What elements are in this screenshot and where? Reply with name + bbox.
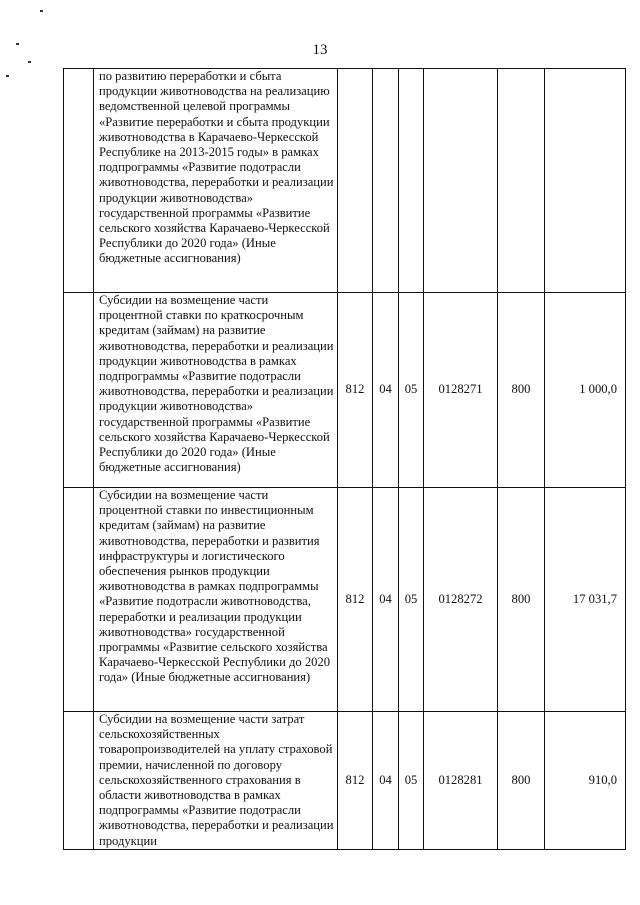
scan-speck xyxy=(40,10,43,12)
target-article-cell: 0128272 xyxy=(424,488,498,712)
expense-type-cell: 800 xyxy=(498,712,545,850)
table-row xyxy=(64,69,626,293)
table-row xyxy=(64,488,626,712)
ministry-code-cell: 812 xyxy=(338,293,373,488)
blank-cell xyxy=(64,293,94,488)
amount-cell xyxy=(545,69,626,293)
page-number: 13 xyxy=(312,42,328,58)
table-row xyxy=(64,712,626,850)
target-article-cell xyxy=(424,69,498,293)
expense-type-cell: 800 xyxy=(498,488,545,712)
blank-cell xyxy=(64,712,94,850)
subsection-code-cell: 05 xyxy=(399,293,424,488)
blank-cell xyxy=(64,488,94,712)
section-code-cell: 04 xyxy=(373,488,399,712)
ministry-code-cell: 812 xyxy=(338,712,373,850)
subsection-code-cell: 05 xyxy=(399,712,424,850)
expense-type-cell: 800 xyxy=(498,293,545,488)
amount-cell: 17 031,7 xyxy=(545,488,626,712)
table-row xyxy=(64,293,626,488)
scan-speck xyxy=(6,75,9,77)
budget-allocation-table xyxy=(63,68,626,850)
blank-cell xyxy=(64,69,94,293)
scan-speck xyxy=(16,43,19,45)
expense-name-cell: по развитию переработки и сбыта продукции животноводства на реализацию ведомственной целевой программы «Развитие переработки и сбыта продукции животноводства в Карачаево-Черкесской Республике на 2013-2015 годы» в рамках подпрограммы «Развитие подотрасли животноводства, переработки и реализации продукции животноводства» государственной программы «Развитие сельского хозяйства Карачаево-Черкесской Республики до 2020 года» (Иные бюджетные ассигнования) xyxy=(94,69,338,293)
table-body xyxy=(64,69,626,850)
ministry-code-cell: 812 xyxy=(338,488,373,712)
subsection-code-cell: 05 xyxy=(399,488,424,712)
expense-type-cell xyxy=(498,69,545,293)
target-article-cell: 0128281 xyxy=(424,712,498,850)
amount-cell: 1 000,0 xyxy=(545,293,626,488)
section-code-cell: 04 xyxy=(373,712,399,850)
section-code-cell xyxy=(373,69,399,293)
ministry-code-cell xyxy=(338,69,373,293)
target-article-cell: 0128271 xyxy=(424,293,498,488)
scan-speck xyxy=(28,61,31,63)
amount-cell: 910,0 xyxy=(545,712,626,850)
expense-name-cell: Субсидии на возмещение части процентной ставки по краткосрочным кредитам (займам) на развитие животноводства, переработки и реализации продукции животноводства в рамках подпрограммы «Развитие подотрасли животноводства, переработки и реализации продукции животноводства» государственной программы «Развитие сельского хозяйства Карачаево-Черкесской Республики до 2020 года» (Иные бюджетные ассигнования) xyxy=(94,293,338,488)
subsection-code-cell xyxy=(399,69,424,293)
expense-name-cell: Субсидии на возмещение части процентной ставки по инвестиционным кредитам (займам) на развитие животноводства, переработки и развития инфраструктуры и логистического обеспечения рынков продукции животноводства в рамках подпрограммы «Развитие подотрасли животноводства, переработки и реализации продукции животноводства» государственной программы «Развитие сельского хозяйства Карачаево-Черкесской Республики до 2020 года» (Иные бюджетные ассигнования) xyxy=(94,488,338,712)
expense-name-cell: Субсидии на возмещение части затрат сельскохозяйственных товаропроизводителей на уплату страховой премии, начисленной по договору сельскохозяйственного страхования в области животноводства в рамках подпрограммы «Развитие подотрасли животноводства, переработки и реализации продукции xyxy=(94,712,338,850)
section-code-cell: 04 xyxy=(373,293,399,488)
